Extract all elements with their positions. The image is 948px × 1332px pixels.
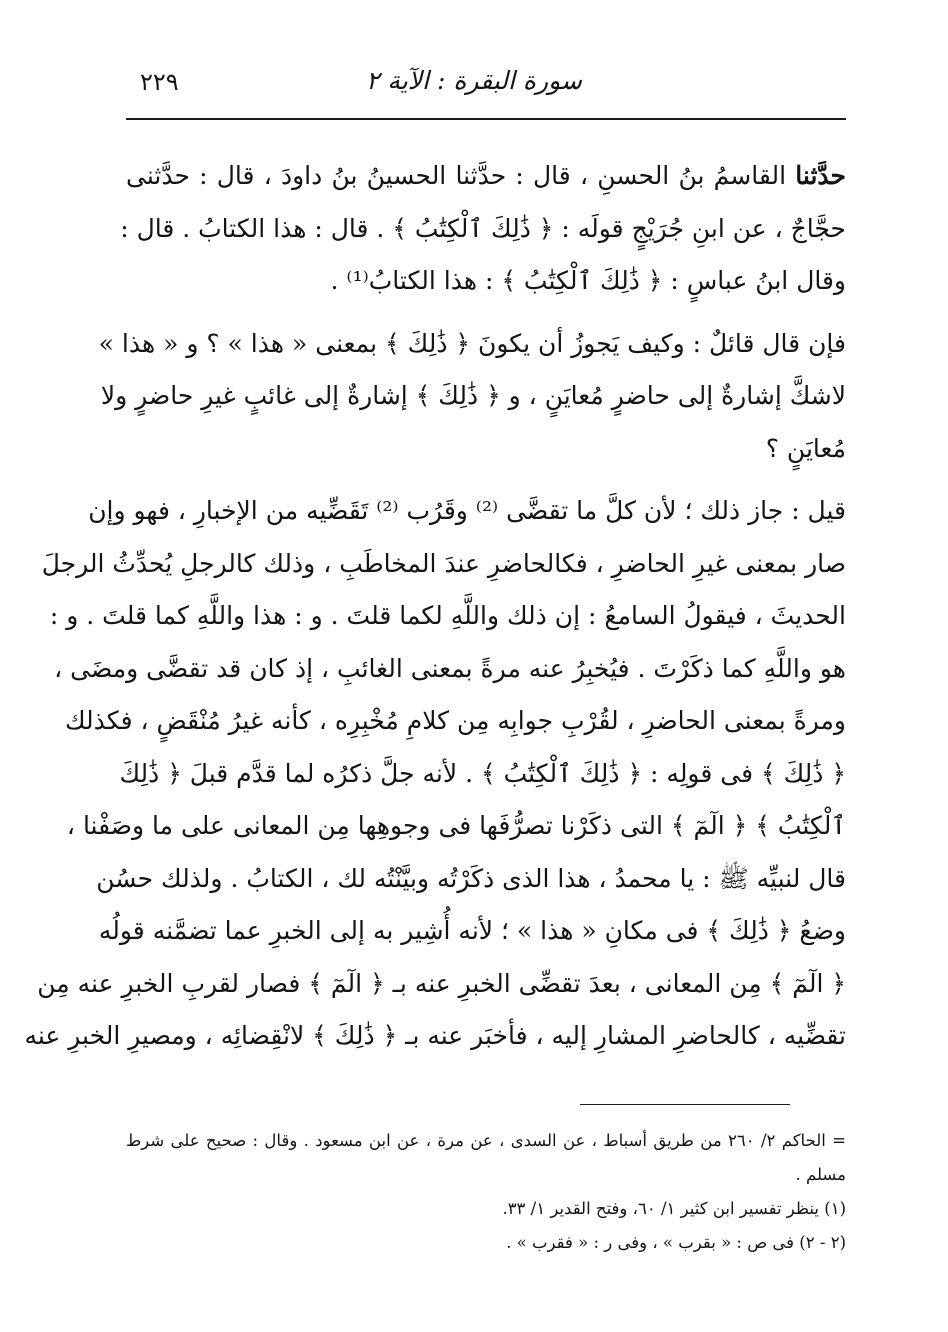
page-number: ٢٢٩ (140, 68, 179, 96)
text-line: حجَّاجٌ ، عن ابنِ جُرَيْجٍ قولَه : ﴿ ذَٰلِكَ ٱلْكِتَٰبُ ﴾ . قال : هذا الكتابُ . قال : (120, 213, 846, 243)
paragraph (24, 485, 846, 1063)
footnote-line: مسلم . (795, 1165, 846, 1184)
text-line: هو واللَّهِ كما ذكَرْتَ . فيُخبِرُ عنه مرةً بمعنى الغائبِ ، إذ كان قد تقضَّى ومضَى ، (54, 653, 846, 683)
text-line: ﴿ ذَٰلِكَ ﴾ فى قولِه : ﴿ ذَٰلِكَ ٱلْكِتَٰبُ ﴾ . لأنه جلَّ ذكرُه لما قدَّم قبلَ ﴿ ذَٰلِكَ (119, 758, 846, 788)
footnote-line: (١) ينظر تفسير ابن كثير ١/ ٦٠، وفتح القدير ١/ ٣٣. (502, 1199, 846, 1218)
text-line: تقضِّيه ، كالحاضرِ المشارِ إليه ، فأخبَر عنه بـ ﴿ ذَٰلِكَ ﴾ لانْقِضائِه ، ومصيرِ الخبرِ عنه (24, 1021, 846, 1050)
footnotes (126, 1124, 846, 1260)
text-line: حدَّثنا القاسمُ بنُ الحسنِ ، قال : حدَّثنا الحسينُ بنُ داودَ ، قال : حدَّثنى (126, 161, 846, 190)
text-line: قيل : جاز ذلك ؛ لأن كلَّ ما تقضَّى ⁽²⁾ وقَرُب ⁽²⁾ تَقَضِّيه من الإخبارِ ، فهو وإن (88, 496, 846, 525)
surah-title: سورة البقرة : الآية ٢ (366, 66, 582, 95)
text-line: ٱلْكِتَٰبُ ﴾ ﴿ الٓمٓ ﴾ التى ذكَرْنا تصرُّفَها فى وجوهِها مِن المعانى على ما وصَفْنا ، (66, 811, 846, 840)
text-line: صار بمعنى غيرِ الحاضرِ ، فكالحاضرِ عندَ المخاطَبِ ، وذلك كالرجلِ يُحدِّثُ الرجلَ (41, 548, 846, 578)
main-text (24, 150, 846, 1073)
text-line: ﴿ الٓمٓ ﴾ مِن المعانى ، بعدَ تقضِّى الخبرِ عنه بـ ﴿ الٓمٓ ﴾ فصار لقربِ الخبرِ عنه مِن (37, 968, 846, 998)
text-line: ومرةً بمعنى الحاضرِ ، لقُرْبِ جوابِه مِن كلامِ مُخْبِرِه ، كأنه غيرُ مُنْقَضٍ ، فكذلك (64, 706, 846, 735)
header-rule (126, 118, 846, 120)
text-line: قال لنبيِّه ﷺ : يا محمدُ ، هذا الذى ذكَرْتُه وبيَّنْتُه لك ، الكتابُ . ولذلك حسُن (96, 863, 846, 893)
text-line: مُعايَنٍ ؟ (765, 433, 846, 463)
paragraph (98, 318, 846, 476)
text-line: وقال ابنُ عباسٍ : ﴿ ذَٰلِكَ ٱلْكِتَٰبُ ﴾ : هذا الكتابُ⁽¹⁾ . (330, 266, 846, 295)
footnote-line: (٢ - ٢) فى ص : « بقرب » ، وفى ر : « فقرب » . (506, 1233, 846, 1252)
text-line: لاشكَّ إشارةٌ إلى حاضرٍ مُعايَنٍ ، و ﴿ ذَٰلِكَ ﴾ إشارةٌ إلى غائبٍ غيرِ حاضرٍ ولا (100, 381, 846, 410)
isnad-lead: حدَّثنا (795, 161, 846, 190)
footnote-rule (580, 1104, 790, 1105)
text-line: وضعُ ﴿ ذَٰلِكَ ﴾ فى مكانِ « هذا » ؛ لأنه أُشِير به إلى الخبرِ عما تضمَّنه قولُه (98, 916, 846, 945)
text-line: الحديثَ ، فيقولُ السامعُ : إن ذلك واللَّهِ لكما قلتَ . و : هذا واللَّهِ كما قلتَ . و : (49, 601, 846, 630)
running-header (126, 62, 822, 106)
paragraph (120, 150, 846, 308)
footnote-line: = الحاكم ٢/ ٢٦٠ من طريق أسباط ، عن السدى ، عن مرة ، عن ابن مسعود . وقال : صحيح على شرط (126, 1131, 847, 1150)
text-line: فإن قال قائلٌ : وكيف يَجوزُ أن يكونَ ﴿ ذَٰلِكَ ﴾ بمعنى « هذا » ؟ و « هذا » (98, 328, 846, 358)
